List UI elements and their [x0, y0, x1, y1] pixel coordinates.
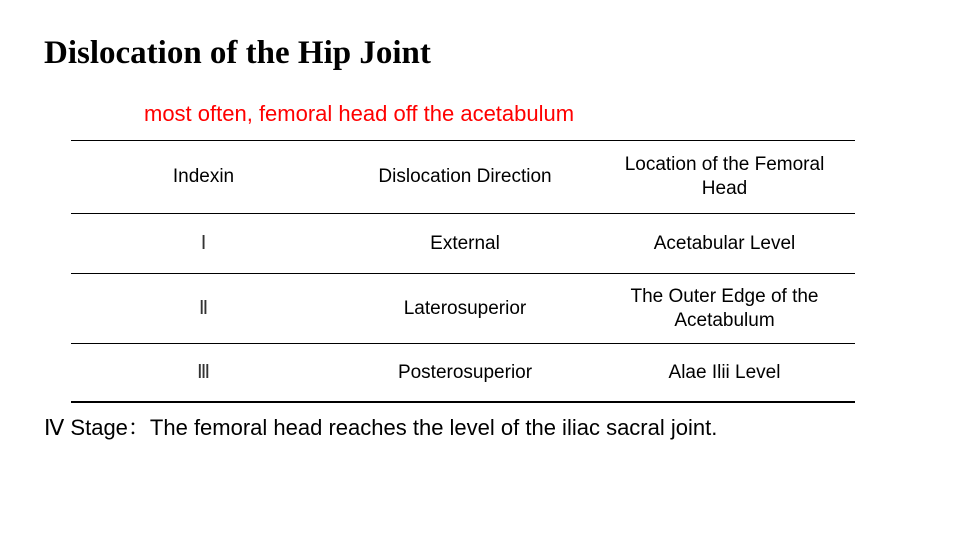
header-dislocation-direction: Dislocation Direction [378, 166, 552, 187]
table-cell-location: Acetabular Level [653, 232, 796, 254]
table-cell-index: Ⅰ [200, 232, 207, 254]
table-cell-location: Alae Ilii Level [668, 361, 781, 383]
table-cell-direction: Laterosuperior [403, 297, 527, 319]
table-cell-location: The Outer Edge of the Acetabulum [630, 285, 819, 331]
header-indexin: Indexin [172, 166, 235, 187]
table-row [71, 344, 855, 401]
table-cell-index: Ⅲ [196, 361, 211, 383]
slide-subtitle: most often, femoral head off the acetabulum [144, 101, 575, 126]
stage-numeral: Ⅳ [44, 415, 65, 440]
table-cell-index: Ⅱ [198, 297, 209, 319]
stage-iv-note [44, 413, 717, 443]
table-cell-direction: External [430, 232, 500, 254]
table-row [71, 274, 855, 344]
table-row [71, 214, 855, 274]
dislocation-table [71, 140, 855, 403]
slide-title: Dislocation of the Hip Joint [44, 35, 431, 71]
stage-note-text: Stage：The femoral head reaches the level of the iliac sacral joint. [64, 415, 718, 440]
table-header-row [71, 141, 855, 214]
table-cell-direction: Posterosuperior [397, 361, 533, 383]
header-femoral-head-location: Location of the Femoral Head [624, 154, 825, 199]
